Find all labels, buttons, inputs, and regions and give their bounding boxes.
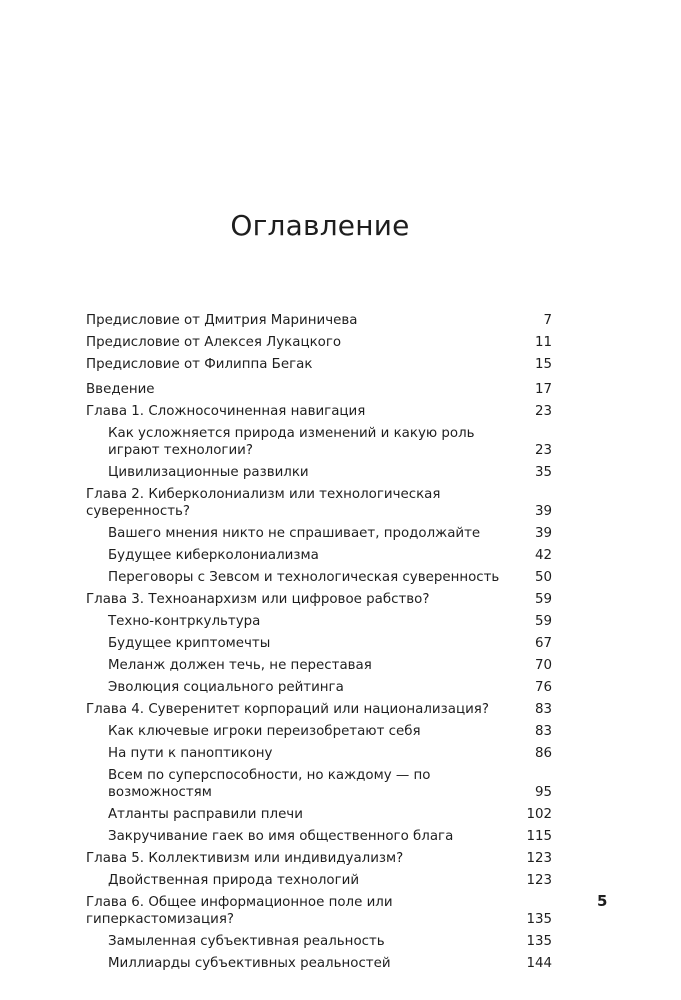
toc-section [86,635,552,652]
toc-section-label: Как усложняется природа изменений и какую роль играют технологии? [108,426,475,458]
toc-chapter-label: Глава 5. Коллективизм или индивидуализм? [86,851,404,866]
page-number: 5 [597,892,608,910]
toc-section-label: Меланж должен течь, не переставая [108,658,372,673]
toc-chapter-label: Глава 3. Техноанархизм или цифровое рабство? [86,592,430,607]
toc-section-page: 39 [534,526,552,541]
toc-entry-page: 7 [543,313,552,328]
toc-section [86,955,552,972]
toc-section-page: 135 [526,934,552,949]
toc-section-page: 144 [526,956,552,971]
toc-section [86,767,552,801]
toc-chapter-label: Глава 6. Общее информационное поле или гиперкастомизация? [86,895,393,927]
toc-section-page: 42 [534,548,552,563]
toc-entry [86,334,552,351]
toc-section-label: Закручивание гаек во имя общественного блага [108,829,454,844]
toc-chapter-page: 59 [534,592,552,607]
toc-section-page: 115 [526,829,552,844]
toc-section [86,806,552,823]
toc-entry-label: Предисловие от Алексея Лукацкого [86,335,342,350]
toc-chapter [86,701,552,718]
toc-chapter-page: 39 [534,504,552,519]
toc-section-page: 50 [534,570,552,585]
toc-section-label: Двойственная природа технологий [108,873,360,888]
toc-entry-label: Введение [86,382,155,397]
toc-section-page: 70 [534,658,552,673]
toc-section-label: Миллиарды субъективных реальностей [108,956,391,971]
toc-section [86,464,552,481]
toc-section-label: Атланты расправили плечи [108,807,303,822]
toc-entry [86,356,552,373]
toc-chapter-page: 23 [534,404,552,419]
toc-section-label: Переговоры с Зевсом и технологическая суверенность [108,570,500,585]
toc-section-label: Будущее киберколониализма [108,548,319,563]
toc-section [86,933,552,950]
toc-section [86,872,552,889]
toc-section-label: Замыленная субъективная реальность [108,934,385,949]
toc-chapter [86,850,552,867]
toc-chapter-label: Глава 2. Киберколониализм или технологическая суверенность? [86,487,441,519]
toc-section-page: 35 [534,465,552,480]
toc-section [86,425,552,459]
toc-section [86,547,552,564]
toc-section [86,723,552,740]
toc-section [86,525,552,542]
toc-section [86,657,552,674]
toc-entry-page: 17 [534,382,552,397]
toc-section-label: Цивилизационные развилки [108,465,309,480]
toc-chapter-label: Глава 1. Сложносочиненная навигация [86,404,366,419]
toc-section-page: 59 [534,614,552,629]
toc-section-label: Техно-контркультура [108,614,261,629]
toc-section-label: Вашего мнения никто не спрашивает, продолжайте [108,526,481,541]
toc-section-label: Эволюция социального рейтинга [108,680,344,695]
toc-section-page: 67 [534,636,552,651]
page-title: Оглавление [230,208,410,242]
toc-chapter-label: Глава 4. Суверенитет корпораций или национализация? [86,702,489,717]
toc-section-page: 86 [534,746,552,761]
toc-chapter [86,894,552,928]
toc-section-page: 95 [534,785,552,800]
toc-entry-label: Предисловие от Дмитрия Мариничева [86,313,358,328]
toc-section [86,569,552,586]
toc-entry-page: 11 [534,335,552,350]
toc-section [86,828,552,845]
toc-entry-label: Предисловие от Филиппа Бегак [86,357,313,372]
toc-chapter-page: 135 [526,912,552,927]
toc-entry-page: 15 [534,357,552,372]
toc-section-page: 102 [526,807,552,822]
toc-section-label: Всем по суперспособности, но каждому — по возможностям [108,768,431,800]
toc-entry [86,312,552,329]
toc-section-page: 123 [526,873,552,888]
toc-chapter [86,486,552,520]
toc-chapter-page: 83 [534,702,552,717]
toc-chapter [86,591,552,608]
toc-section-label: Будущее криптомечты [108,636,271,651]
toc-section-label: Как ключевые игроки переизобретают себя [108,724,421,739]
toc-section-page: 23 [534,443,552,458]
table-of-contents [86,312,552,977]
toc-section-label: На пути к паноптикону [108,746,273,761]
toc-section [86,679,552,696]
toc-section-page: 76 [534,680,552,695]
toc-section [86,745,552,762]
toc-chapter-page: 123 [526,851,552,866]
toc-entry [86,381,552,398]
toc-section-page: 83 [534,724,552,739]
toc-chapter [86,403,552,420]
toc-section [86,613,552,630]
